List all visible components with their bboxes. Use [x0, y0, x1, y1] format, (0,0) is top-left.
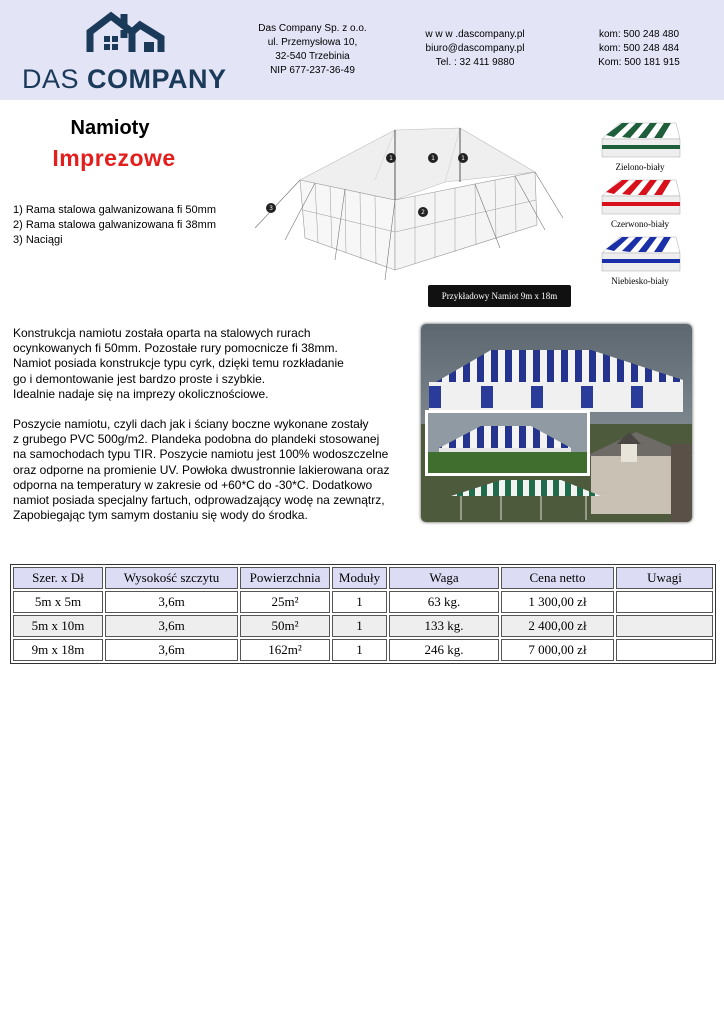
cell-notes: [616, 615, 713, 637]
description-line: odporna na temperatury w zakresie od +60*C do -30*C. Dodatkowo: [13, 477, 373, 492]
cell-height: 3,6m: [105, 615, 238, 637]
address-line: NIP 677-237-36-49: [270, 65, 355, 76]
col-size: Szer. x Dł: [13, 567, 103, 589]
description-line: Zapobiegając tym samym dostaniu się wody do środka.: [13, 508, 308, 523]
email-link[interactable]: biuro@dascompany.pl: [425, 43, 525, 54]
variant-label: Zielono-biały: [615, 162, 665, 172]
tent-frame-diagram: [245, 120, 575, 285]
mobile-phone: kom: 500 248 480: [598, 29, 680, 40]
header-band: [0, 0, 724, 100]
marker-label: 1: [431, 155, 435, 162]
description-line: oraz odporne na promienie UV. Powłoka dwustronnie lakierowana oraz: [13, 462, 390, 477]
marker-label: 2: [421, 209, 425, 216]
logo-prefix: DAS: [22, 64, 80, 94]
website-link[interactable]: w w w .dascompany.pl: [425, 29, 525, 40]
page-subtitle: Imprezowe: [52, 145, 176, 171]
col-area: Powierzchnia: [240, 567, 330, 589]
parts-legend-item: 2) Rama stalowa galwanizowana fi 38mm: [13, 219, 216, 231]
variant-blue[interactable]: [598, 231, 682, 286]
description-line: go i demontowanie jest bardzo proste i szybkie.: [13, 371, 266, 386]
description-paragraph: [13, 326, 408, 402]
description-line: Poszycie namiotu, czyli dach jak i ściany boczne wykonane zostały: [13, 417, 369, 432]
company-contact: [410, 28, 540, 70]
cell-price: 2 400,00 zł: [501, 615, 614, 637]
col-height: Wysokość szczytu: [105, 567, 238, 589]
tent-green-icon: [598, 117, 682, 161]
address-line: Das Company Sp. z o.o.: [258, 23, 367, 34]
cell-weight: 133 kg.: [389, 615, 499, 637]
parts-legend: [13, 203, 216, 248]
company-phones: [584, 28, 694, 70]
description-line: Namiot posiada konstrukcje typu cyrk, dzięki temu rozkładanie: [13, 356, 344, 371]
logo-name: COMPANY: [87, 64, 227, 94]
cell-modules: 1: [332, 591, 387, 613]
marker-label: 1: [461, 155, 465, 162]
table-header-row: [13, 567, 713, 589]
company-address: [245, 22, 380, 78]
address-line: 32-540 Trzebinia: [275, 51, 350, 62]
description-line: Konstrukcja namiotu została oparta na stalowych rurach: [13, 326, 311, 340]
mobile-phone: Kom: 500 181 915: [598, 57, 680, 68]
marker-label: 1: [389, 155, 393, 162]
cell-area: 25m²: [240, 591, 330, 613]
price-table: [10, 564, 716, 664]
cell-modules: 1: [332, 639, 387, 661]
col-notes: Uwagi: [616, 567, 713, 589]
table-row: [13, 615, 713, 637]
address-line: ul. Przemysłowa 10,: [267, 37, 358, 48]
logo-wordmark: [22, 64, 227, 95]
table-row: [13, 639, 713, 661]
cell-size: 5m x 10m: [13, 615, 103, 637]
description-line: Idealnie nadaje się na imprezy okolicznościowe.: [13, 386, 269, 401]
page-title: Namioty: [70, 117, 150, 139]
diagram-caption: Przykładowy Namiot 9m x 18m: [428, 285, 571, 307]
variant-label: Niebiesko-biały: [611, 276, 669, 286]
parts-legend-item: 3) Naciągi: [13, 234, 63, 246]
cell-price: 7 000,00 zł: [501, 639, 614, 661]
cell-price: 1 300,00 zł: [501, 591, 614, 613]
tent-blue-icon: [598, 231, 682, 275]
description-line: z grubego PVC 500g/m2. Plandeka podobna do plandeki stosowanej: [13, 432, 380, 447]
cell-modules: 1: [332, 615, 387, 637]
cell-weight: 63 kg.: [389, 591, 499, 613]
col-price: Cena netto: [501, 567, 614, 589]
mobile-phone: kom: 500 248 484: [598, 43, 680, 54]
variant-green[interactable]: [598, 117, 682, 172]
cell-notes: [616, 639, 713, 661]
cell-notes: [616, 591, 713, 613]
cell-size: 9m x 18m: [13, 639, 103, 661]
company-logo[interactable]: [20, 8, 245, 92]
cell-height: 3,6m: [105, 639, 238, 661]
description-line: na samochodach typu TIR. Poszycie namiotu jest 100% wodoszczelne: [13, 447, 389, 462]
cell-area: 50m²: [240, 615, 330, 637]
house-logo-icon: [20, 8, 245, 64]
col-modules: Moduły: [332, 567, 387, 589]
cell-height: 3,6m: [105, 591, 238, 613]
col-weight: Waga: [389, 567, 499, 589]
description-paragraph: [13, 417, 408, 523]
marker-label: 3: [269, 205, 273, 212]
description-text: [13, 326, 408, 538]
variant-red[interactable]: [598, 174, 682, 229]
phone-line: Tel. : 32 411 9880: [435, 57, 515, 68]
cell-size: 5m x 5m: [13, 591, 103, 613]
variant-label: Czerwono-biały: [611, 219, 669, 229]
tent-red-icon: [598, 174, 682, 218]
cell-area: 162m²: [240, 639, 330, 661]
tent-photo-collage: [421, 324, 692, 522]
cell-weight: 246 kg.: [389, 639, 499, 661]
description-line: ocynkowanych fi 50mm. Pozostałe rury pomocnicze fi 38mm.: [13, 341, 338, 356]
description-line: namiot posiada specjalny fartuch, odprowadzający wodę na zewnątrz,: [13, 493, 385, 508]
table-row: [13, 591, 713, 613]
parts-legend-item: 1) Rama stalowa galwanizowana fi 50mm: [13, 204, 216, 216]
